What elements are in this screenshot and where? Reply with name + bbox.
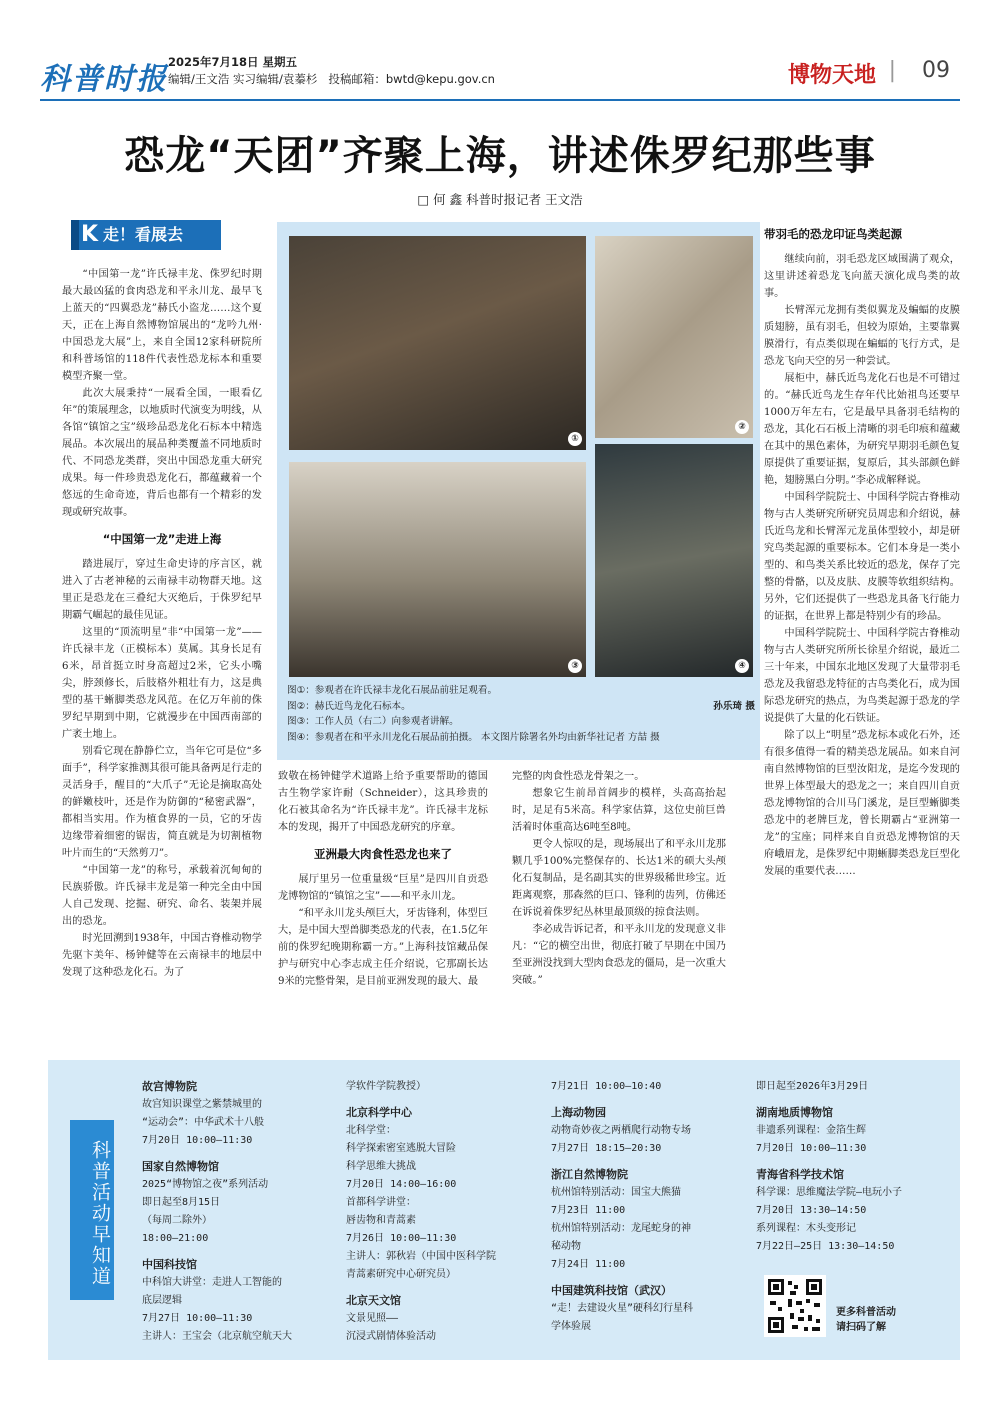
activity-line: 7月26日 10:00—11:30 [346,1233,457,1244]
paragraph: 时光回溯到1938年，中国古脊椎动物学先驱卞美年、杨钟健等在云南禄丰的地层中发现了这种恐龙化石。为了 [62,933,262,978]
qr-caption [836,1305,896,1335]
paragraph: 中国科学院院士、中国科学院古脊椎动物与古人类研究所所长徐星介绍说，最近二三十年来，中国东北地区发现了大量带羽毛恐龙及我留恐龙特征的古鸟类化石，成为国际恐龙研究的热点，为鸟类起源于恐龙的学说提供了大量的化石铁证。 [764,628,960,724]
byline: □ 何 鑫 科普时报记者 王文浩 [417,192,583,207]
activities-tab: 科普活动早知道 [70,1120,114,1300]
activity-line: 7月20日 10:00—11:30 [756,1143,867,1154]
paragraph: 这里的“顶流明星”非“中国第一龙”——许氏禄丰龙（正模标本）莫属。其身长足有6米，昂首挺立时身高超过2米，它头小嘴尖，脖颈修长，后肢格外粗壮有力，这是典型的基干蜥脚类恐龙风范。在亿万年前的侏罗纪早期到中期，它就漫步在中国西南部的广袤土地上。 [62,627,262,740]
paragraph: 更令人惊叹的是，现场展出了和平永川龙那颗几乎100%完整保存的、长达1米的硕大头颅化石复制品，是名副其实的世界级稀世珍宝。近距离观察，那森然的巨口、锋利的齿列，仿佛还在诉说着侏罗纪丛林里最顶级的掠食法则。 [512,839,726,918]
paragraph: 别看它现在静静伫立，当年它可是位“多面手”，科学家推测其很可能具备两足行走的灵活身手，醒目的“大爪子”无论是摘取高处的鲜嫩枝叶，还是作为防御的“秘密武器”，都相当实用。作为植食界的一员，它的牙齿边缘带着细密的锯齿，简直就是为切割植物叶片而生的“天然剪刀”。 [62,746,262,859]
activity-line: 即日起至2026年3月29日 [756,1081,869,1092]
qr-code-icon[interactable] [764,1275,826,1337]
activity-line: 中科馆大讲堂：走进人工智能的 [142,1277,282,1288]
paragraph: 致敬在杨钟健学术道路上给予重要帮助的德国古生物学家许耐（Schneider），这具珍贵的化石被其命名为“许氏禄丰龙”。许氏禄丰龙标本的发现，揭开了中国恐龙研究的序章。 [278,771,488,833]
activity-line: 7月23日 11:00 [551,1205,626,1216]
photo-lufengosaurus [289,236,586,450]
photo-number: ③ [568,659,582,673]
paragraph: 想象它生前昂首阔步的模样，头高高抬起时，足足有5米高。科学家估算，这位史前巨兽活着时体重高达6吨至8吨。 [512,788,726,833]
activity-line: 首都科学讲堂： [346,1197,416,1208]
newspaper-logo: 科普时报 [40,62,168,97]
activity-line: 杭州馆特别活动：国宝大熊猫 [551,1187,681,1198]
paragraph: “和平永川龙头颅巨大，牙齿锋利，体型巨大，是中国大型兽脚类恐龙的代表，在1.5亿年前的侏罗纪晚期称霸一方。”上海科技馆藏品保护与研究中心李志成主任介绍说，它那副长达9米的完整骨架，是目前亚洲发现的最大、最 [278,908,488,987]
activity-line: 即日起至8月15日 [142,1197,221,1208]
column-1 [62,266,262,981]
activity-line: 7月27日 18:15—20:30 [551,1143,662,1154]
activities-column-2 [346,1078,541,1346]
photo-captions [287,683,755,745]
subheading: 亚洲最大肉食性恐龙也来了 [314,847,452,861]
section-badge [71,220,221,250]
page-number: 09 [922,58,950,83]
paragraph: 中国科学院院士、中国科学院古脊椎动物与古人类研究所研究员周忠和介绍说，赫氏近鸟龙和长臂浑元龙虽体型较小，却是研究鸟类起源的重要标本。它们本身是一类小型的、和鸟类关系比较近的恐龙，保存了完整的骨骼，以及皮肤、皮膜等软组织结构。另外，它们还提供了一些恐龙具备飞行能力的证据，在世界上都是特别少有的珍品。 [764,492,960,622]
caption: 图④：参观者在和平永川龙化石展品前拍摄。 本文图片除署名外均由新华社记者 方喆 摄 [287,731,660,743]
venue-name: 湖南地质博物馆 [756,1106,833,1119]
activity-line: 北科学堂： [346,1125,396,1136]
email[interactable]: bwtd@kepu.gov.cn [385,72,495,86]
header-rule [40,99,960,101]
activity-line: “走！去建设火星”硬科幻行星科 [551,1303,694,1314]
activity-line: 非遗系列课程：金箔生辉 [756,1125,866,1136]
venue-name: 浙江自然博物院 [551,1168,628,1181]
qr-caption-line: 请扫码了解 [836,1322,886,1333]
activities-column-3 [551,1078,746,1336]
paragraph: “中国第一龙”的称号，承载着沉甸甸的民族骄傲。许氏禄丰龙是第一种完全由中国人自己发现、挖掘、研究、命名、装架并展出的恐龙。 [62,865,262,927]
qr-code-graphic [764,1275,826,1337]
activity-line: 科学思维大挑战 [346,1161,416,1172]
section-name: 博物天地 [787,63,876,88]
activity-line: “运动会”：中华武术十八般 [142,1117,265,1128]
activity-line: （每周二除外） [142,1215,212,1226]
activity-line: 7月20日 10:00—11:30 [142,1135,253,1146]
k-mark-icon: K [81,222,99,247]
activity-line: 7月21日 10:00—10:40 [551,1081,662,1092]
venue-name: 北京科学中心 [346,1106,412,1119]
column-3 [512,768,726,989]
photo-yangchuanosaurus [595,444,753,677]
caption: 图②：赫氏近鸟龙化石标本。 [287,700,411,712]
activity-line: 底层逻辑 [142,1295,182,1306]
caption: 图③：工作人员（右二）向参观者讲解。 [287,716,459,727]
paragraph: 除了以上“明星”恐龙标本或化石外，还有很多值得一看的精美恐龙展品。如来自河南自然博物馆的巨型汝阳龙，是迄今发现的世界上体型最大的恐龙之一；来自四川自贡恐龙博物馆的合川马门溪龙，是巨型蜥脚类恐龙中的老牌巨龙，曾长期霸占“亚洲第一龙”的宝座；同样来自自贡恐龙博物馆的天府峨眉龙，是侏罗纪中期蜥脚类恐龙巨型化发展的重要代表…… [764,730,960,877]
activity-line: 科学探索密室逃脱大冒险 [346,1143,456,1154]
activities-column-1 [142,1078,337,1346]
badge-label: 走！看展去 [103,225,184,244]
photo-credit: 孙乐琦 摄 [713,700,755,712]
activity-line: 7月22日—25日 13:30—14:50 [756,1241,895,1252]
paragraph: 展厅里另一位重量级“巨星”是四川自贡恐龙博物馆的“镇馆之宝”——和平永川龙。 [278,874,488,902]
activity-line: 7月27日 10:00—11:30 [142,1313,253,1324]
paragraph: 展柜中，赫氏近鸟龙化石也是不可错过的。“赫氏近鸟龙生存年代比始祖鸟还要早1000万年左右，它是最早具备羽毛结构的恐龙，其化石石板上清晰的羽毛印痕和蕴藏在其中的黑色素体，为研究早期羽毛颜色复原提供了重要证据，复原后，其头部颜色鲜艳，翅膀黑白分明。”李必成解释说。 [764,373,960,486]
paragraph: 完整的肉食性恐龙骨架之一。 [512,771,645,782]
email-label: 投稿邮箱： [328,72,386,86]
activity-line: 系列课程：木头变形记 [756,1223,856,1234]
venue-name: 北京天文馆 [346,1294,401,1307]
paragraph: “中国第一龙”许氏禄丰龙、侏罗纪时期最大最凶猛的食肉恐龙和平永川龙、最早飞上蓝天的“四翼恐龙”赫氏小盗龙……这个夏天，正在上海自然博物馆展出的“龙吟九州·中国恐龙大展”上，来自全国12家科研院所和科普场馆的118件代表性恐龙标本和重要模型齐聚一堂。 [62,269,262,382]
venue-name: 中国建筑科技馆（武汉） [551,1284,672,1297]
venue-name: 故宫博物院 [142,1080,197,1093]
photo-number: ① [568,432,582,446]
subheading: “中国第一龙”走进上海 [102,532,222,546]
venue-name: 中国科技馆 [142,1258,197,1271]
photo-number: ② [735,420,749,434]
activity-line: 秘动物 [551,1241,581,1252]
photo-anchiornis-fossil [595,236,753,438]
subheading: 带羽毛的恐龙印证鸟类起源 [764,227,902,241]
activity-line: 主讲人：王宝会（北京航空航天大 [142,1331,292,1342]
activity-line: 2025“博物馆之夜”系列活动 [142,1179,269,1190]
activities-column-4 [756,1078,951,1256]
activity-line: 动物奇妙夜之两栖爬行动物专场 [551,1125,691,1136]
qr-caption-line: 更多科普活动 [836,1307,896,1318]
activity-line: 科学课：思维魔法学院—电玩小子 [756,1187,903,1198]
venue-name: 青海省科学技术馆 [756,1168,844,1181]
activity-line: 文景见照—— [346,1313,399,1324]
activity-line: 故宫知识课堂之紫禁城里的 [142,1099,262,1110]
photo-panel [277,222,760,760]
photo-guide-explaining [289,462,586,677]
venue-name: 国家自然博物馆 [142,1160,219,1173]
activity-line: 18:00—21:00 [142,1233,209,1244]
issue-date: 2025年7月18日 星期五 [168,55,298,69]
activity-line: 7月20日 14:00—16:00 [346,1179,457,1190]
paragraph: 踏进展厅，穿过生命史诗的序言区，就进入了古老神秘的云南禄丰动物群天地。这里正是恐龙在三叠纪大灭绝后，于侏罗纪早期霸气崛起的最佳见证。 [62,559,262,621]
activity-line: 沉浸式剧情体验活动 [346,1331,436,1342]
column-4 [764,226,960,880]
activity-line: 7月24日 11:00 [551,1259,626,1270]
masthead [40,50,960,100]
divider: | [888,58,896,83]
activity-line: 学体验展 [551,1321,591,1332]
activity-line: 唇齿物和青蒿素 [346,1215,416,1226]
activity-line: 青蒿素研究中心研究员） [346,1269,456,1280]
paragraph: 此次大展秉持“一展看全国，一眼看亿年”的策展理念，以地质时代演变为明线，从各馆“镇馆之宝”级珍品恐龙化石标本中精选展品。本次展出的展品种类覆盖不同地质时代、不同恐龙类群，突出中国恐龙重大研究成果。每一件珍贵恐龙化石，都蕴藏着一个悠远的生命奇迹，背后也都有一个精彩的发现或研究故事。 [62,388,262,518]
paragraph: 长臂浑元龙拥有类似翼龙及蝙蝠的皮膜质翅膀，虽有羽毛，但较为原始，主要靠翼膜滑行，有点类似现在蝙蝠的飞行方式，是恐龙飞向天空的另一种尝试。 [764,305,960,367]
photo-number: ④ [735,659,749,673]
issue-meta [168,54,495,88]
caption: 图①：参观者在许氏禄丰龙化石展品前驻足观看。 [287,685,498,696]
paragraph: 李必成告诉记者，和平永川龙的发现意义非凡：“它的横空出世，彻底打破了早期在中国乃至亚洲没找到大型肉食恐龙的僵局，是一次重大突破。” [512,924,726,986]
paragraph: 继续向前，羽毛恐龙区域围满了观众，这里讲述着恐龙飞向蓝天演化成鸟类的故事。 [764,254,960,299]
article-title: 恐龙“天团”齐聚上海，讲述侏罗纪那些事 [124,133,876,179]
activity-line: 主讲人：郭秋岩（中国中医科学院 [346,1251,496,1262]
venue-name: 上海动物园 [551,1106,606,1119]
activity-line: 杭州馆特别活动：龙尾蛇身的神 [551,1223,691,1234]
activity-line: 学软件学院教授） [346,1081,426,1092]
column-2 [278,768,488,990]
activity-line: 7月20日 13:30—14:50 [756,1205,867,1216]
editors: 编辑/王文浩 实习编辑/袁蓁杉 [168,72,318,86]
